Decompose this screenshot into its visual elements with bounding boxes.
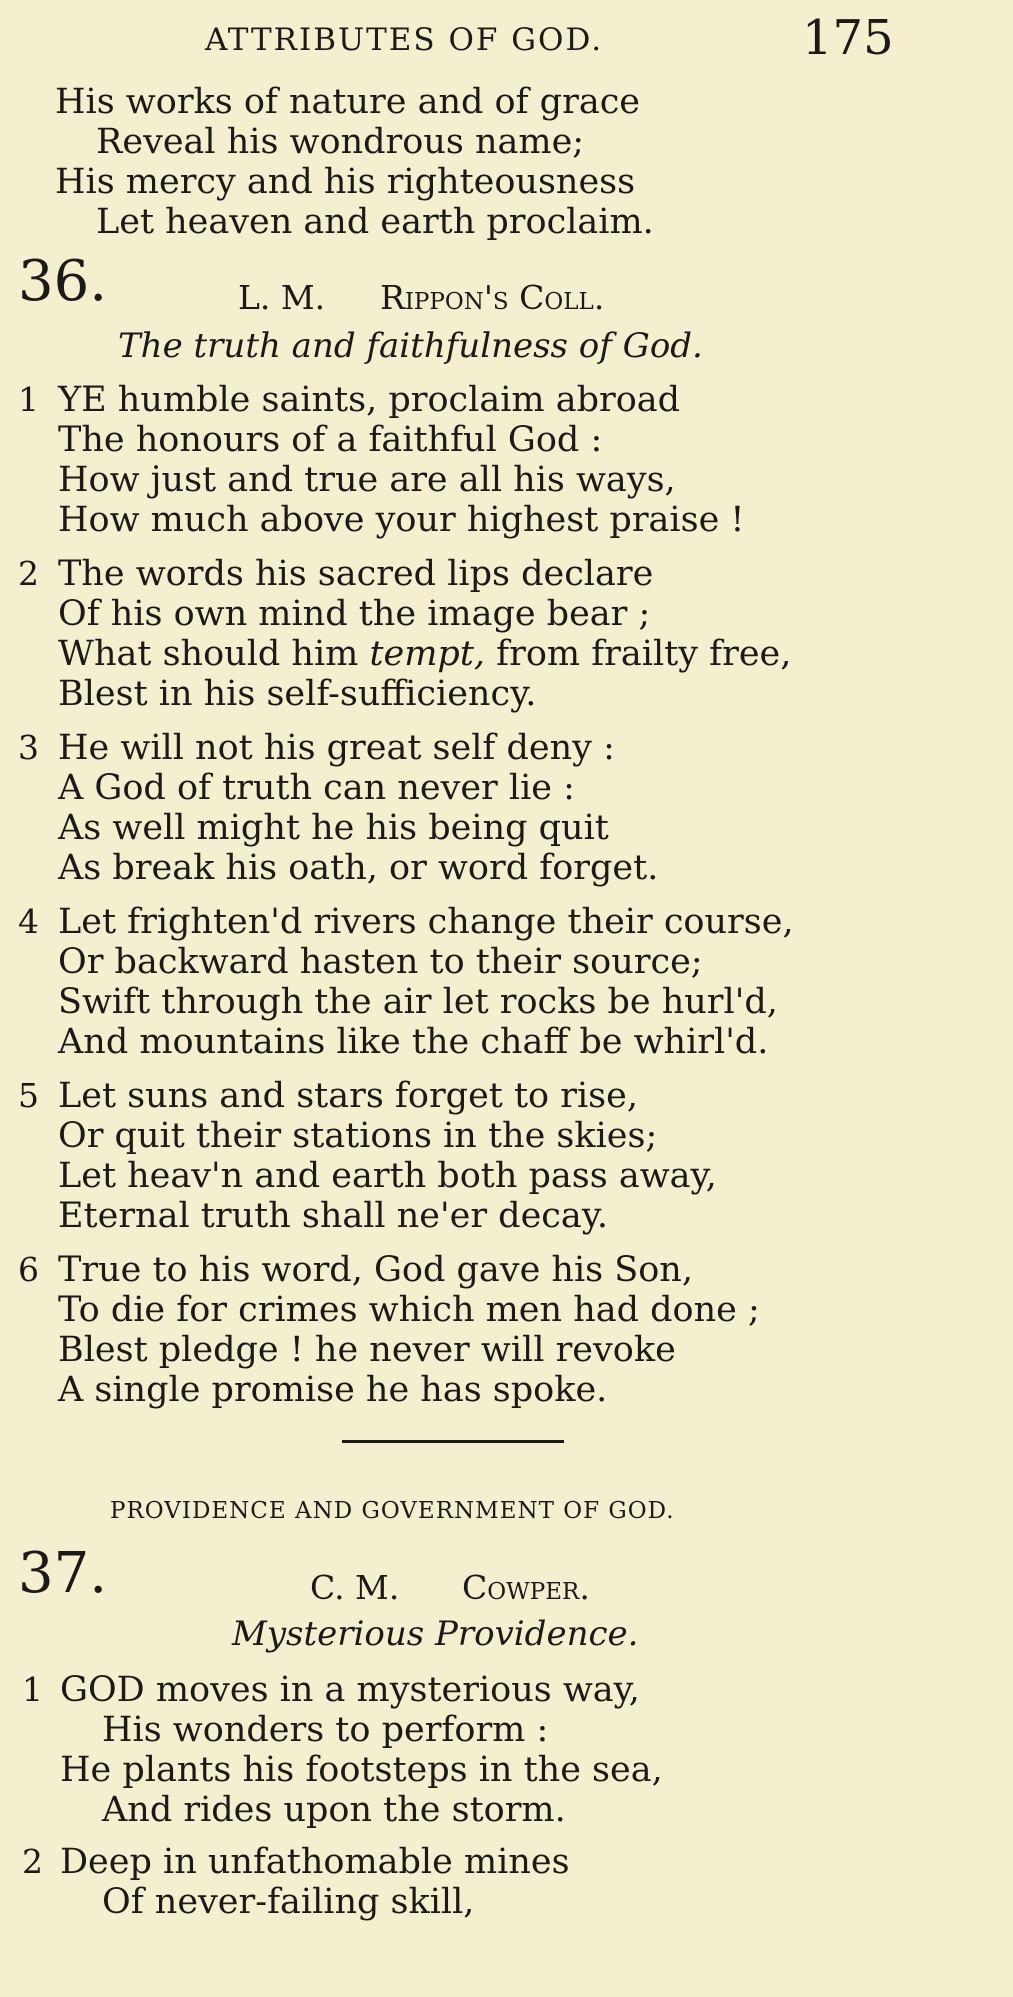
verse-line: How much above your highest praise ! <box>58 500 745 540</box>
verse-line: The honours of a faithful God : <box>58 420 603 460</box>
verse-line: Reveal his wondrous name; <box>96 122 585 162</box>
verse-number: 1 <box>18 380 39 419</box>
verse-line: Or backward hasten to their source; <box>58 942 703 982</box>
hymn-meter: C. M. <box>310 1568 400 1607</box>
verse-line: Blest in his self-sufficiency. <box>58 674 537 714</box>
verse-number: 2 <box>22 1842 43 1881</box>
verse-line: How just and true are all his ways, <box>58 460 676 500</box>
verse-line <box>58 634 791 674</box>
verse-line: Of never-failing skill, <box>102 1882 475 1922</box>
hymn-number: 37. <box>18 1541 108 1606</box>
verse-line: As well might he his being quit <box>58 808 609 848</box>
verse-line: Eternal truth shall ne'er decay. <box>58 1196 609 1236</box>
verse-line: His mercy and his righteousness <box>55 162 636 202</box>
running-head: ATTRIBUTES OF GOD. <box>205 22 604 58</box>
verse-line: Let frighten'd rivers change their course, <box>58 902 794 942</box>
verse-number: 5 <box>18 1076 39 1115</box>
verse-line: Let heaven and earth proclaim. <box>96 202 654 242</box>
verse-line: Let suns and stars forget to rise, <box>58 1076 638 1116</box>
hymn-number: 36. <box>18 249 108 314</box>
section-heading: PROVIDENCE AND GOVERNMENT OF GOD. <box>110 1498 675 1524</box>
page-number: 175 <box>802 10 894 66</box>
hymn-meter: L. M. <box>238 278 326 317</box>
page-header <box>0 10 1013 66</box>
verse-line: True to his word, God gave his Son, <box>58 1250 693 1290</box>
verse-line: Or quit their stations in the skies; <box>58 1116 658 1156</box>
verse-line: Of his own mind the image bear ; <box>58 594 651 634</box>
verse-line-part: from frailty free, <box>485 634 792 674</box>
verse-line: A God of truth can never lie : <box>58 768 575 808</box>
verse-number: 1 <box>22 1670 43 1709</box>
hymn-title: The truth and faithfulness of God. <box>118 326 703 366</box>
hymn-source: Rippon's Coll. <box>380 278 605 317</box>
verse-line: He plants his footsteps in the sea, <box>60 1750 663 1790</box>
verse-line: YE humble saints, proclaim abroad <box>58 380 681 420</box>
verse-line: Let heav'n and earth both pass away, <box>58 1156 717 1196</box>
verse-line: A single promise he has spoke. <box>58 1370 608 1410</box>
verse-line: Blest pledge ! he never will revoke <box>58 1330 676 1370</box>
verse-line: His works of nature and of grace <box>55 82 641 122</box>
verse-line: The words his sacred lips declare <box>58 554 654 594</box>
verse-number: 6 <box>18 1250 39 1289</box>
verse-line-part: What should him <box>58 634 370 674</box>
verse-number: 2 <box>18 554 39 593</box>
verse-line: GOD moves in a mysterious way, <box>60 1670 640 1710</box>
verse-line: To die for crimes which men had done ; <box>58 1290 760 1330</box>
verse-line: Swift through the air let rocks be hurl'd, <box>58 982 778 1022</box>
section-divider <box>342 1440 564 1443</box>
verse-line-italic: tempt, <box>369 634 486 674</box>
verse-line: Deep in unfathomable mines <box>60 1842 570 1882</box>
verse-line: And mountains like the chaff be whirl'd. <box>58 1022 769 1062</box>
verse-line: And rides upon the storm. <box>102 1790 566 1830</box>
verse-line: As break his oath, or word forget. <box>58 848 659 888</box>
hymn-source: Cowper. <box>462 1568 590 1607</box>
verse-line: His wonders to perform : <box>102 1710 549 1750</box>
verse-number: 3 <box>18 728 39 767</box>
hymn-title: Mysterious Providence. <box>232 1614 639 1654</box>
verse-number: 4 <box>18 902 39 941</box>
verse-line: He will not his great self deny : <box>58 728 615 768</box>
